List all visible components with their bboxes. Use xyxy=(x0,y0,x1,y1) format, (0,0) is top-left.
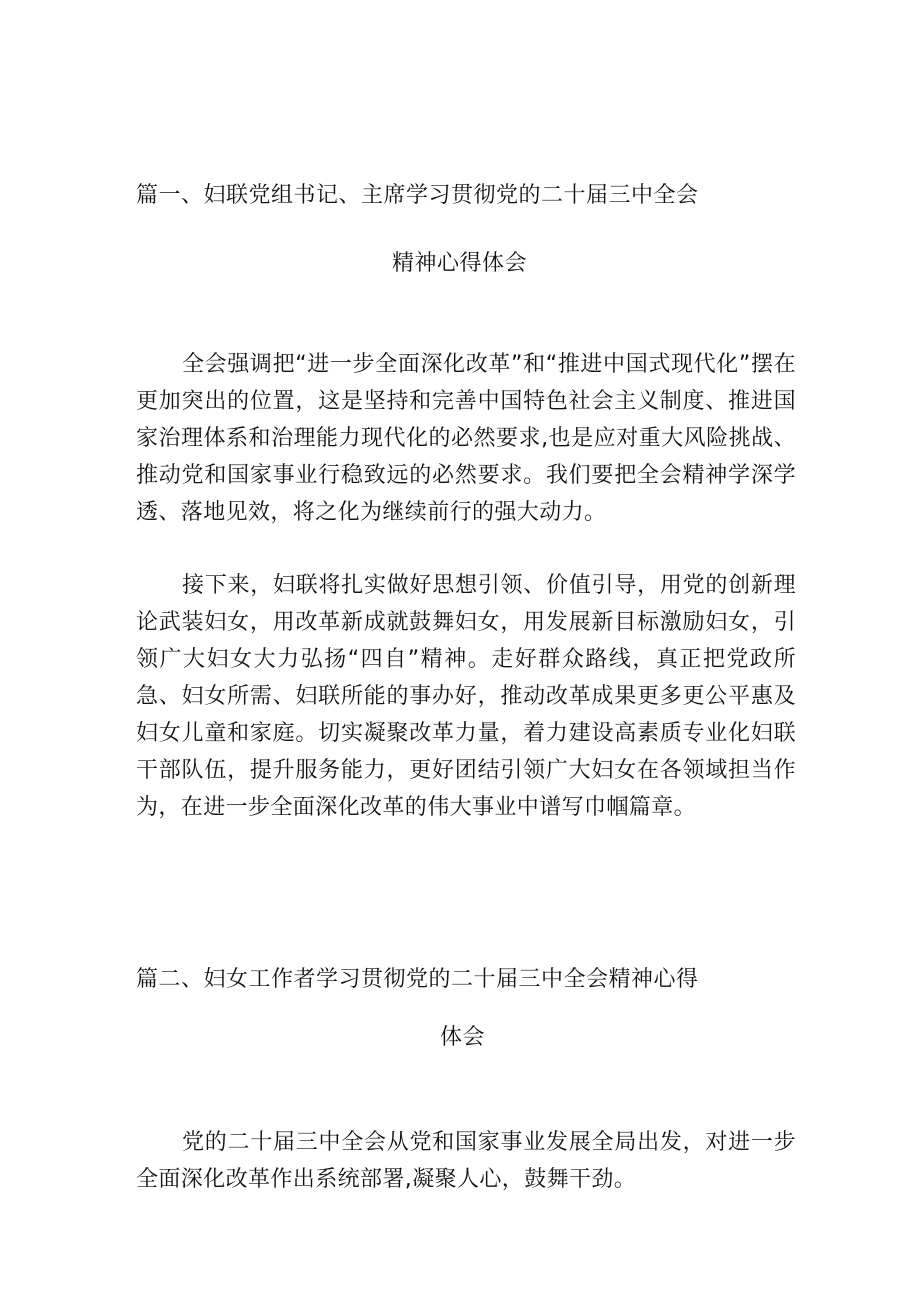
section1-paragraph-2: 接下来，妇联将扎实做好思想引领、价值引导，用党的创新理论武装妇女，用改革新成就鼓舞妇女，用发展新目标激励妇女，引领广大妇女大力弘扬“四自”精神。走好群众路线，真正把党政所急、妇女所需、妇联所能的事办好，推动改革成果更多更公平惠及妇女儿童和家庭。切实凝聚改革力量，着力建设高素质专业化妇联干部队伍，提升服务能力，更好团结引领广大妇女在各领域担当作为，在进一步全面深化改革的伟大事业中谱写巾帼篇章。 xyxy=(136,573,796,820)
section2-title-line1: 篇二、妇女工作者学习贯彻党的二十届三中全会精神心得 xyxy=(136,967,699,992)
section1-title-line1: 篇一、妇联党组书记、主席学习贯彻党的二十届三中全会 xyxy=(136,183,699,208)
section1-title-line2: 精神心得体会 xyxy=(392,251,528,276)
section2-paragraph-1: 党的二十届三中全会从党和国家事业发展全局出发，对进一步全面深化改革作出系统部署,凝聚人心，鼓舞干劲。 xyxy=(136,1130,796,1192)
section1-paragraph-1: 全会强调把“进一步全面深化改革”和“推进中国式现代化”摆在更加突出的位置，这是坚持和完善中国特色社会主义制度、推进国家治理体系和治理能力现代化的必然要求,也是应对重大风险挑战、推动党和国家事业行稳致远的必然要求。我们要把全会精神学深学透、落地见效，将之化为继续前行的强大动力。 xyxy=(136,352,796,525)
section2-title-line2: 体会 xyxy=(440,1025,486,1050)
